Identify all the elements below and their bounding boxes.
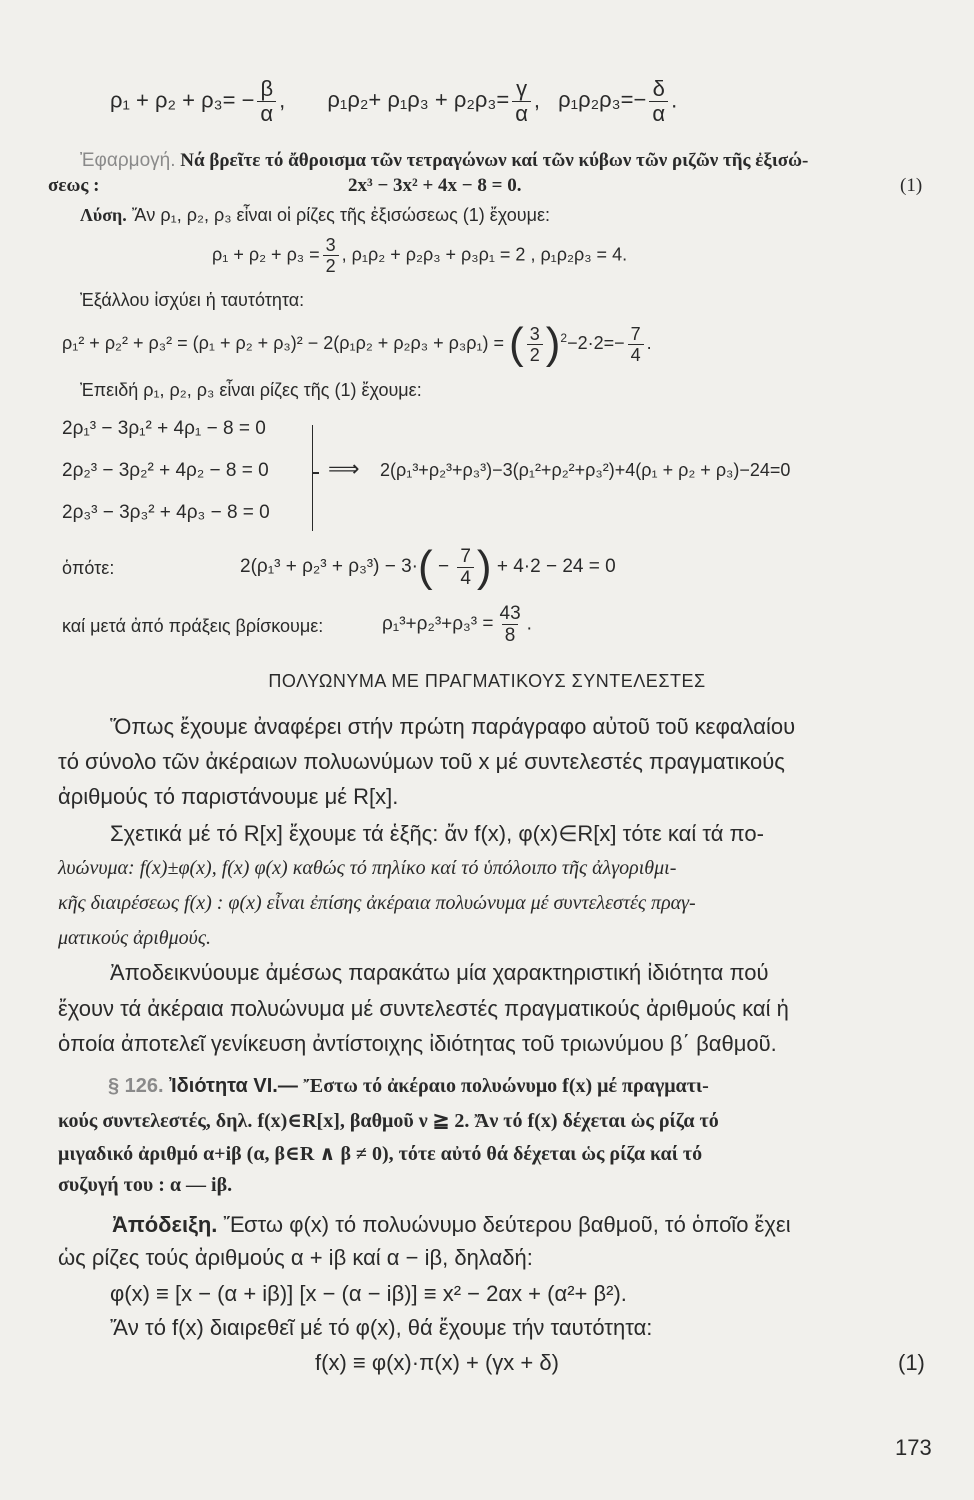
section-title: ΠΟΛΥΩΝΥΜΑ ΜΕ ΠΡΑΓΜΑΤΙΚΟΥΣ ΣΥΝΤΕΛΕΣΤΕΣ [268, 671, 706, 691]
paren-open: ( [418, 542, 433, 591]
theorem-line2: κούς συντελεστές, δηλ. f(x)∈R[x], βαθμοῦ ν ≧ 2. Ἄν τό f(x) δέχεται ὡς ρίζα τό [58, 1110, 719, 1132]
solution-line [80, 205, 550, 226]
frac-den: 4 [457, 567, 474, 588]
solution-label: Λύση. [80, 205, 127, 225]
application-equation: 2x³ − 3x² + 4x − 8 = 0. [348, 175, 522, 196]
identity-intro: Ἐξάλλου ἰσχύει ἡ ταυτότητα: [80, 290, 305, 310]
fraction-3-2 [527, 325, 543, 364]
vieta-formulas [110, 78, 677, 125]
theorem-line1: Ἔστω τό ἀκέραιο πολυώνυμο f(x) μέ πραγματι- [303, 1075, 709, 1097]
fraction-beta-alpha [257, 78, 276, 125]
separator: , [533, 87, 541, 113]
paren-open: ( [509, 319, 524, 368]
implies-arrow: ⟹ [328, 456, 360, 481]
paragraph2-line3: κῆς διαιρέσεως f(x) : φ(x) εἶναι ἐπίσης ἀκέραια πολυώνυμα μέ συντελεστές πραγ- [58, 892, 696, 914]
paragraph2-line4: ματικούς ἀριθμούς. [58, 927, 211, 949]
vieta-pairs: ρ₁ρ₂+ ρ₁ρ₃ + ρ₂ρ₃= [327, 87, 510, 113]
vieta-sum: ρ₁ + ρ₂ + ρ₃= − [110, 87, 255, 113]
frac-den: 4 [628, 344, 644, 364]
application-text-cont: σεως : [48, 175, 100, 196]
period: . [646, 332, 652, 353]
frac-den: 8 [502, 624, 519, 645]
root-equation-3: 2ρ₃³ − 3ρ₃² + 4ρ₃ − 8 = 0 [62, 502, 270, 523]
hence-rhs: + 4·2 − 24 = 0 [496, 556, 616, 578]
hence-equation: 2(ρ₁³ + ρ₂³ + ρ₃³) − 3·( − $\frac{7}{4}$ ) + 4·2 − 24 = 0 [240, 542, 616, 591]
frac-num: β [260, 76, 274, 101]
result-equation [382, 604, 532, 645]
theorem-heading [108, 1075, 709, 1098]
fraction-3-2 [323, 236, 339, 275]
proof-line2: ὡς ρίζες τούς ἀριθμούς α + iβ καί α − iβ, δηλαδή: [58, 1245, 533, 1270]
proof-text: Ἔστω φ(x) τό πολυώνυμο δεύτερου βαθμοῦ, τό ὁποῖο ἔχει [217, 1212, 791, 1237]
division-identity: f(x) ≡ φ(x)·π(x) + (γx + δ) [315, 1350, 559, 1375]
frac-num: 7 [630, 323, 641, 344]
hence-lhs: 2(ρ₁³ + ρ₂³ + ρ₃³) − 3· [240, 556, 419, 578]
frac-num: 7 [460, 545, 471, 567]
frac-num: 3 [529, 323, 540, 344]
frac-den: α [257, 101, 276, 125]
vieta-product: ρ₁ρ₂ρ₃=− [558, 87, 647, 113]
paragraph1-line3: ἀριθμούς τό παριστάνουμε μέ R[x]. [58, 784, 399, 809]
paragraph3-line3: ὁποία ἀποτελεῖ γενίκευση ἀντίστοιχης ἰδιότητας τοῦ τριωνύμου β΄ βαθμοῦ. [58, 1031, 777, 1056]
paragraph2-line1: Σχετικά μέ τό R[x] ἔχουμε τά ἑξῆς: ἄν f(x), φ(x)∈R[x] τότε καί τά πο- [110, 821, 764, 846]
frac-num: δ [652, 76, 665, 101]
vieta-sum-value: ρ₁ + ρ₂ + ρ₃ = [212, 244, 320, 265]
fraction-gamma-alpha [512, 78, 531, 125]
paragraph1-line2: τό σύνολο τῶν ἀκέραιων πολυωνύμων τοῦ x μέ συντελεστές πραγματικούς [58, 749, 785, 774]
theorem-line3: μιγαδικό ἀριθμό α+iβ (α, β∈R ∧ β ≠ 0), τότε αὐτό θά δέχεται ὡς ρίζα καί τό [58, 1143, 703, 1165]
phi-equation: φ(x) ≡ [x − (α + iβ)] [x − (α − iβ)] ≡ x² − 2αx + (α²+ β²). [110, 1281, 627, 1306]
paren-close: ) [476, 542, 492, 591]
frac-den: 2 [527, 344, 543, 364]
application-text: Νά βρεῖτε τό ἄθροισμα τῶν τετραγώνων καί τῶν κύβων τῶν ριζῶν τῆς ἐξισώ- [175, 150, 809, 171]
frac-num: γ [516, 76, 528, 101]
frac-den: α [649, 101, 668, 125]
after-label: καί μετά ἀπό πράξεις βρίσκουμε: [62, 616, 324, 636]
identity-formula [62, 319, 652, 368]
solution-text: Ἄν ρ₁, ρ₂, ρ₃ εἶναι οἱ ρίζες τῆς ἐξισώσεως (1) ἔχουμε: [126, 205, 550, 225]
application-label: Ἐφαρμογή. [80, 150, 176, 171]
division-line: Ἄν τό f(x) διαιρεθεῖ μέ τό φ(x), θά ἔχουμε τήν ταυτότητα: [110, 1315, 653, 1340]
frac-num: 3 [325, 235, 336, 255]
exponent: 2 [560, 330, 568, 345]
paragraph3-line2: ἔχουν τά ἀκέραια πολυώνυμα μέ συντελεστές πραγματικούς ἀριθμούς καί ἡ [58, 996, 789, 1021]
section-number: § 126. [108, 1075, 164, 1097]
proof-label: Ἀπόδειξη. [112, 1212, 218, 1237]
period: . [526, 613, 532, 635]
paragraph2-line2: λυώνυμα: f(x)±φ(x), f(x) φ(x) καθώς τό πηλίκο καί τό ὑπόλοιπο τῆς ἀλγοριθμι- [58, 857, 677, 879]
fraction-43-8 [497, 604, 524, 645]
frac-num: 43 [499, 603, 521, 624]
since-line: Ἐπειδή ρ₁, ρ₂, ρ₃ εἶναι ρίζες τῆς (1) ἔχουμε: [80, 380, 422, 400]
equation-number: (1) [900, 175, 923, 196]
identity-rest: −2·2=− [567, 332, 625, 353]
right-brace [300, 425, 313, 531]
result-lhs: ρ₁³+ρ₂³+ρ₃³ = [382, 613, 494, 635]
frac-den: α [512, 101, 531, 125]
vieta-rest: , ρ₁ρ₂ + ρ₂ρ₃ + ρ₃ρ₁ = 2 , ρ₁ρ₂ρ₃ = 4. [341, 244, 628, 265]
hence-label: ὁπότε: [62, 558, 115, 578]
application-line [80, 150, 808, 172]
fraction-delta-alpha [649, 78, 668, 125]
equation-number: (1) [898, 1350, 925, 1375]
vieta-values [212, 236, 627, 275]
paren-close: ) [545, 319, 561, 368]
fraction-7-4 [457, 547, 474, 588]
paragraph3-line1: Ἀποδεικνύουμε ἀμέσως παρακάτω μία χαρακτηριστική ἰδιότητα πού [110, 960, 769, 985]
root-equation-2: 2ρ₂³ − 3ρ₂² + 4ρ₂ − 8 = 0 [62, 460, 269, 481]
separator: , [279, 87, 286, 113]
combined-equation: 2(ρ₁³+ρ₂³+ρ₃³)−3(ρ₁²+ρ₂²+ρ₃²)+4(ρ₁ + ρ₂ + ρ₃)−24=0 [380, 460, 791, 480]
fraction-7-4 [628, 325, 644, 364]
paragraph1-line1: Ὅπως ἔχουμε ἀναφέρει στήν πρώτη παράγραφο αὐτοῦ τοῦ κεφαλαίου [110, 714, 796, 739]
period: . [671, 87, 678, 113]
theorem-name: Ἰδιότητα VI.— [163, 1075, 298, 1097]
identity-lhs: ρ₁² + ρ₂² + ρ₃² = (ρ₁ + ρ₂ + ρ₃)² − 2(ρ₁ρ₂ + ρ₂ρ₃ + ρ₃ρ₁) = [62, 332, 505, 353]
theorem-line4: συζυγή του : α — iβ. [58, 1174, 233, 1196]
page-number: 173 [895, 1435, 932, 1460]
frac-den: 2 [323, 255, 339, 275]
root-equation-1: 2ρ₁³ − 3ρ₁² + 4ρ₁ − 8 = 0 [62, 418, 266, 439]
proof-line1 [112, 1212, 791, 1238]
